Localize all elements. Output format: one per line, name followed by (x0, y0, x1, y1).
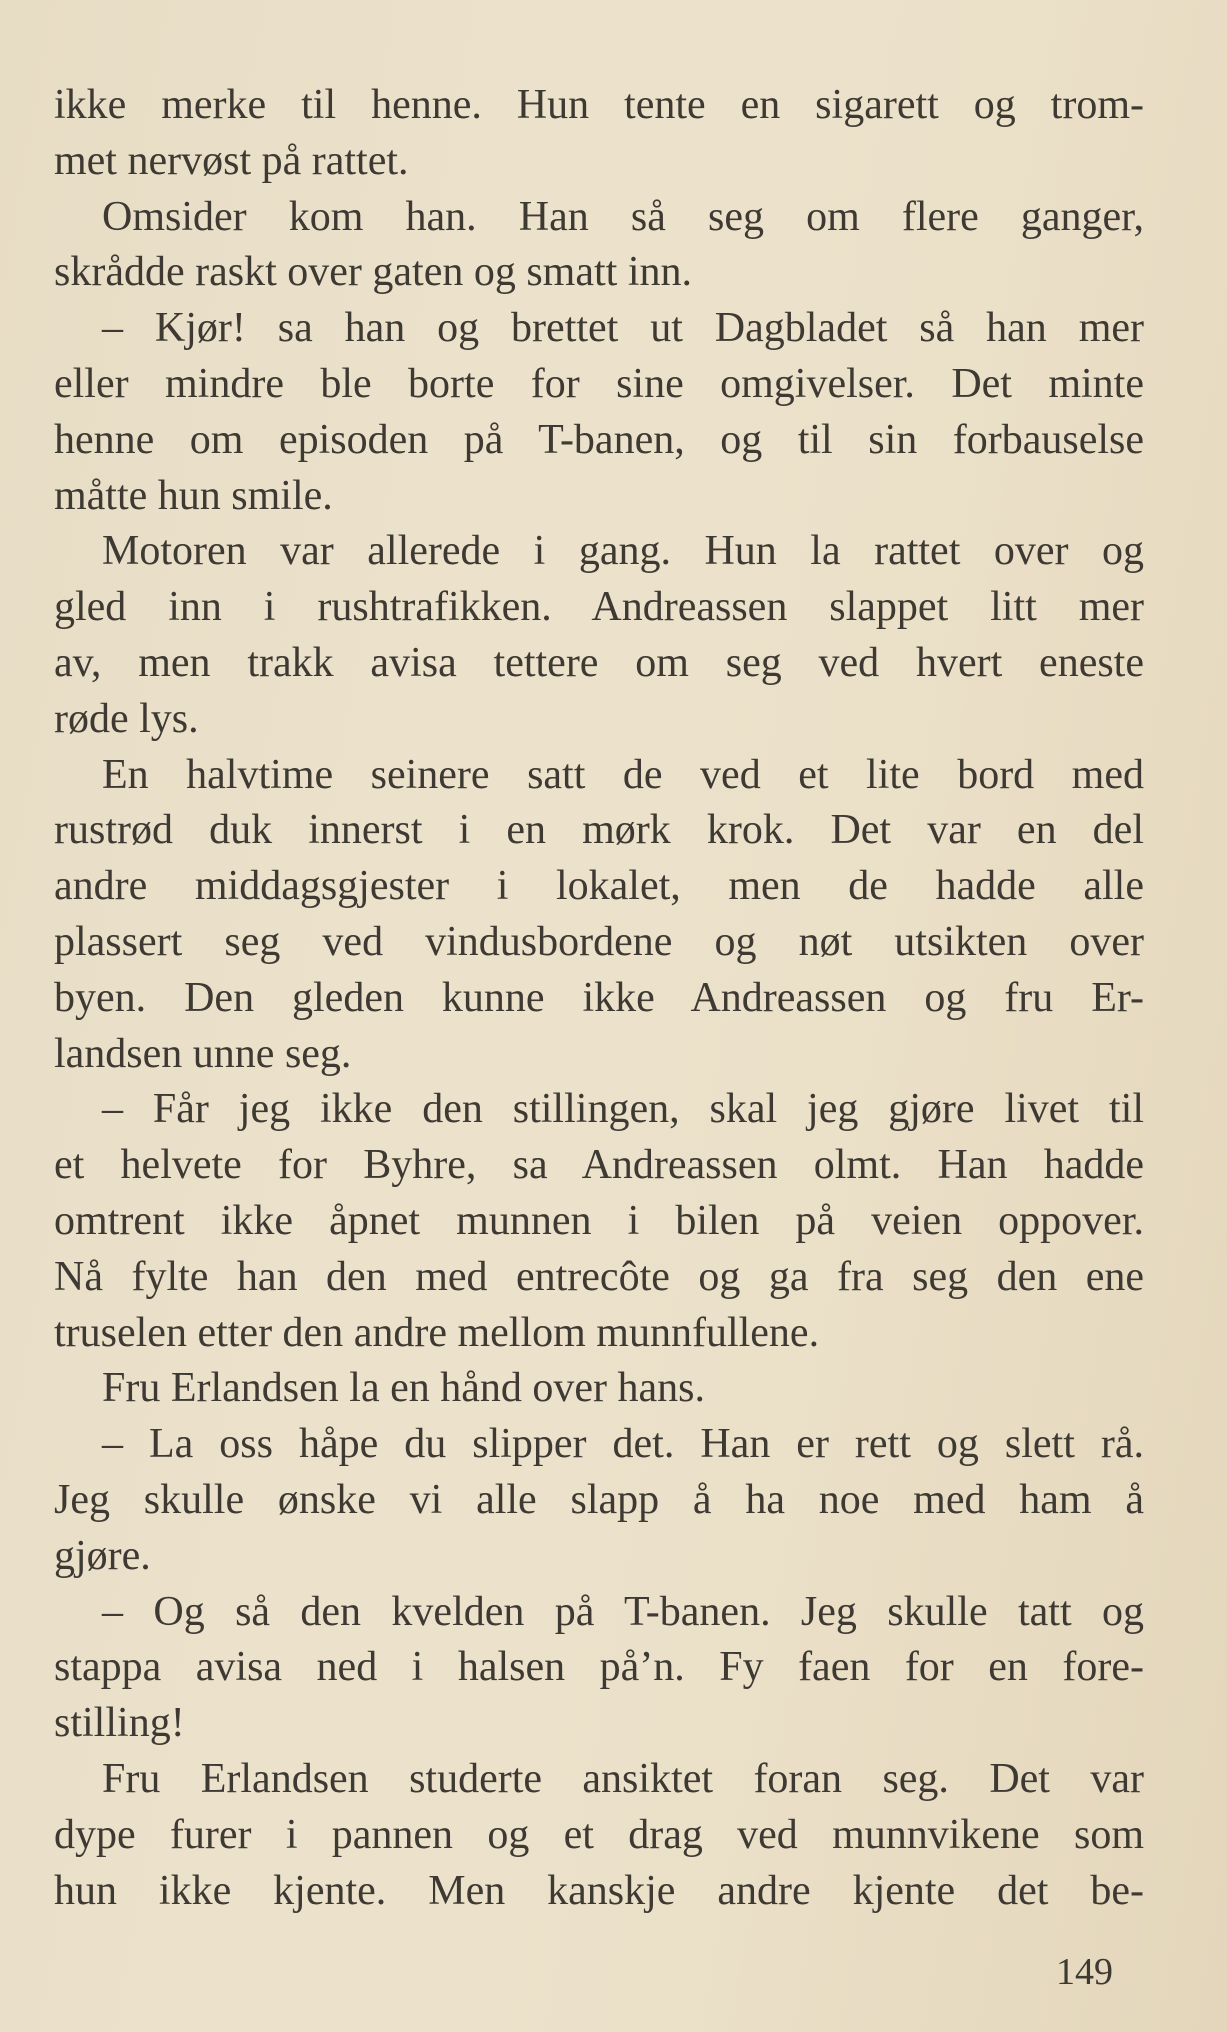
text-line: av, men trakk avisa tettere om seg ved hvert eneste (54, 639, 1144, 686)
text-line: – Får jeg ikke den stillingen, skal jeg gjøre livet til (102, 1086, 1144, 1133)
text-line: måtte hun smile. (54, 472, 333, 519)
body-text (54, 78, 1144, 1919)
text-line: stilling! (54, 1700, 185, 1747)
text-line: rustrød duk innerst i en mørk krok. Det var en del (54, 807, 1144, 854)
text-line: En halvtime seinere satt de ved et lite bord med (102, 751, 1144, 798)
text-line: røde lys. (54, 695, 199, 742)
text-line: – La oss håpe du slipper det. Han er rett og slett rå. (102, 1421, 1144, 1468)
text-line: dype furer i pannen og et drag ved munnvikene som (54, 1811, 1144, 1858)
text-line: skrådde raskt over gaten og smatt inn. (54, 249, 692, 296)
text-line: Nå fylte han den med entrecôte og ga fra seg den ene (54, 1253, 1144, 1300)
text-line: eller mindre ble borte for sine omgivelser. Det minte (54, 360, 1144, 407)
text-line: Fru Erlandsen studerte ansiktet foran seg. Det var (102, 1755, 1144, 1802)
text-line: et helvete for Byhre, sa Andreassen olmt. Han hadde (54, 1142, 1144, 1189)
text-line: henne om episoden på T-banen, og til sin forbauselse (54, 416, 1144, 463)
page-number: 149 (1056, 1951, 1113, 1993)
text-line: landsen unne seg. (54, 1030, 352, 1077)
text-line: hun ikke kjente. Men kanskje andre kjente det be- (54, 1867, 1144, 1914)
text-line: stappa avisa ned i halsen på’n. Fy faen for en fore- (54, 1644, 1144, 1691)
text-line: Jeg skulle ønske vi alle slapp å ha noe med ham å (54, 1476, 1144, 1523)
text-line: Fru Erlandsen la en hånd over hans. (102, 1365, 705, 1412)
text-line: Motoren var allerede i gang. Hun la rattet over og (102, 528, 1144, 575)
text-line: gjøre. (54, 1532, 151, 1579)
text-line: – Kjør! sa han og brettet ut Dagbladet så han mer (102, 305, 1144, 352)
text-line: – Og så den kvelden på T-banen. Jeg skulle tatt og (102, 1588, 1144, 1635)
text-line: plassert seg ved vindusbordene og nøt utsikten over (54, 918, 1144, 965)
text-line: omtrent ikke åpnet munnen i bilen på veien oppover. (54, 1197, 1144, 1244)
text-line: met nervøst på rattet. (54, 137, 409, 184)
text-line: ikke merke til henne. Hun tente en sigarett og trom- (54, 82, 1144, 128)
text-line: Omsider kom han. Han så seg om flere ganger, (102, 193, 1144, 240)
text-line: gled inn i rushtrafikken. Andreassen slappet litt mer (54, 584, 1144, 631)
text-line: truselen etter den andre mellom munnfullene. (54, 1309, 820, 1356)
text-line: andre middagsgjester i lokalet, men de hadde alle (54, 863, 1144, 910)
text-line: byen. Den gleden kunne ikke Andreassen og fru Er- (54, 974, 1144, 1021)
